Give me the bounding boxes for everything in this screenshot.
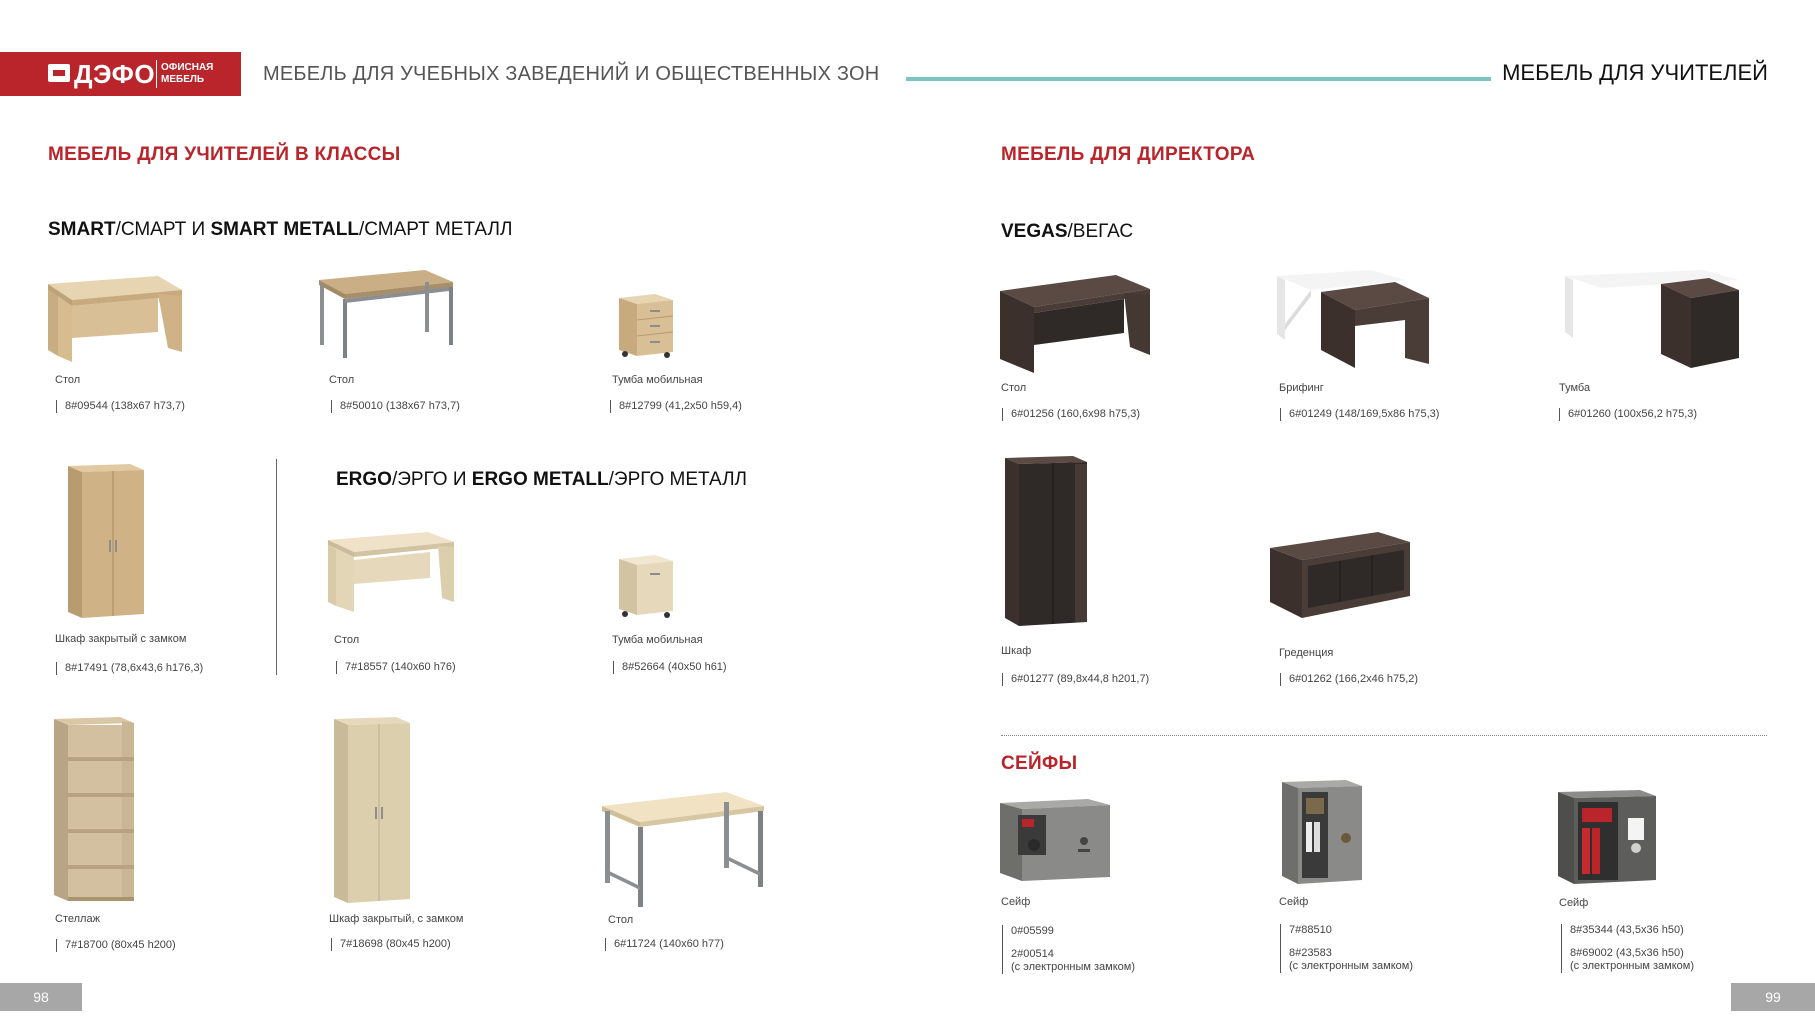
- product-caption: Греденция: [1279, 647, 1334, 659]
- product-caption: Тумба: [1559, 382, 1591, 394]
- product-caption: Стол: [55, 374, 81, 386]
- desk-ergo-metal-image: [600, 790, 770, 910]
- product-code: 6#01260 (100х56,2 h75,3): [1559, 408, 1697, 421]
- product-vegas-credenza[interactable]: [1268, 532, 1413, 622]
- product-caption: Стол: [1001, 382, 1027, 394]
- vegas-briefing-image: [1275, 270, 1435, 375]
- product-code: 7#18557 (140х60 h76): [336, 661, 456, 674]
- product-code: 8#17491 (78,6х43,6 h176,3): [56, 662, 203, 675]
- shelving-image: [50, 715, 140, 905]
- safe-code-1: 8#35344 (43,5х36 h50): [1570, 924, 1684, 936]
- product-caption: Шкаф закрытый, с замком: [329, 913, 464, 925]
- safe-code-2: 2#00514: [1011, 948, 1054, 960]
- safe-code: [1002, 925, 1135, 974]
- vegas-pedestal-image: [1563, 270, 1743, 375]
- product-desk-ergo-metall[interactable]: [600, 790, 770, 910]
- product-vegas-desk[interactable]: [998, 273, 1153, 378]
- safe-caption: Сейф: [1559, 897, 1589, 909]
- product-safe-2[interactable]: [1280, 778, 1370, 888]
- safe-2-image: [1280, 778, 1370, 888]
- safe-caption: Сейф: [1001, 896, 1031, 908]
- desk-ergo-image: [326, 528, 461, 613]
- product-desk-smart-metall[interactable]: [315, 268, 460, 358]
- product-pedestal-ergo[interactable]: [617, 553, 677, 619]
- pedestal-ergo-image: [617, 553, 677, 619]
- safe-code-2: 8#69002 (43,5х36 h50): [1570, 947, 1684, 959]
- series-vegas-bold: VEGAS: [1001, 221, 1068, 242]
- safe-1-image: [998, 797, 1113, 887]
- brand-name: ДЭФО: [74, 59, 156, 89]
- product-caption: Брифинг: [1279, 382, 1324, 394]
- header-title: МЕБЕЛЬ ДЛЯ УЧЕБНЫХ ЗАВЕДЕНИЙ И ОБЩЕСТВЕННЫХ ЗОН: [263, 63, 880, 85]
- series-title-smart: [48, 219, 512, 241]
- product-wardrobe-ergo[interactable]: [330, 715, 420, 905]
- product-desk-smart[interactable]: [40, 272, 190, 362]
- product-vegas-pedestal[interactable]: [1563, 270, 1743, 375]
- series-smart-text-1: /СМАРТ И: [115, 219, 211, 240]
- product-code: 6#11724 (140х60 h77): [605, 938, 724, 951]
- product-safe-3[interactable]: [1556, 788, 1661, 888]
- pedestal-image: [617, 292, 677, 360]
- series-vegas-text: /ВЕГАС: [1067, 221, 1134, 242]
- product-pedestal-smart[interactable]: [617, 292, 677, 360]
- product-caption: Тумба мобильная: [612, 634, 703, 646]
- safe-code-1: 0#05599: [1011, 925, 1054, 937]
- safe-code: [1561, 924, 1694, 973]
- product-caption: Шкаф закрытый с замком: [55, 633, 187, 645]
- product-wardrobe-smart[interactable]: [60, 462, 150, 622]
- vegas-credenza-image: [1268, 532, 1413, 622]
- header-right-title: МЕБЕЛЬ ДЛЯ УЧИТЕЛЕЙ: [1502, 60, 1768, 85]
- product-shelving[interactable]: [50, 715, 140, 905]
- column-divider: [276, 459, 277, 675]
- brand-divider: [156, 60, 157, 88]
- series-ergo-text-1: /ЭРГО И: [391, 469, 472, 490]
- safe-code: [1280, 924, 1413, 973]
- product-desk-ergo[interactable]: [326, 528, 461, 613]
- safe-note: (с электронным замком): [1570, 960, 1695, 972]
- series-title-ergo: [336, 469, 747, 491]
- truck-icon: [48, 64, 70, 82]
- series-smart-bold-1: SMART: [48, 219, 116, 240]
- page-number-left: 98: [0, 983, 82, 1011]
- header-accent-line: [906, 77, 1491, 81]
- safe-note: (с электронным замком): [1289, 960, 1414, 972]
- section-title-safes: СЕЙФЫ: [1001, 753, 1078, 774]
- product-code: 6#01262 (166,2х46 h75,2): [1280, 673, 1418, 686]
- section-title-teachers: МЕБЕЛЬ ДЛЯ УЧИТЕЛЕЙ В КЛАССЫ: [48, 144, 401, 165]
- product-code: 7#18700 (80х45 h200): [56, 939, 176, 952]
- product-code: 6#01277 (89,8х44,8 h201,7): [1002, 673, 1149, 686]
- brand-subtitle: ОФИСНАЯ МЕБЕЛЬ: [161, 62, 214, 85]
- vegas-desk-image: [998, 273, 1153, 378]
- product-code: 8#12799 (41,2х50 h59,4): [610, 400, 742, 413]
- safe-code-1: 7#88510: [1289, 924, 1332, 936]
- product-code: 6#01256 (160,6х98 h75,3): [1002, 408, 1140, 421]
- safe-caption: Сейф: [1279, 896, 1309, 908]
- product-caption: Стол: [334, 634, 360, 646]
- safe-code-2: 8#23583: [1289, 947, 1332, 959]
- product-caption: Стеллаж: [55, 913, 100, 925]
- brand-logo: [0, 52, 241, 96]
- product-caption: Шкаф: [1001, 645, 1032, 657]
- product-caption: Стол: [608, 914, 634, 926]
- section-title-director: МЕБЕЛЬ ДЛЯ ДИРЕКТОРА: [1001, 144, 1256, 165]
- product-safe-1[interactable]: [998, 797, 1113, 887]
- product-code: 8#52664 (40х50 h61): [613, 661, 727, 674]
- series-ergo-bold-1: ERGO: [336, 469, 392, 490]
- desk-image: [40, 272, 190, 362]
- desk-metal-image: [315, 268, 460, 358]
- vegas-wardrobe-image: [1003, 454, 1093, 629]
- product-vegas-briefing[interactable]: [1275, 270, 1435, 375]
- wardrobe-image: [60, 462, 150, 622]
- product-code: 8#50010 (138х67 h73,7): [331, 400, 460, 413]
- product-code: 6#01249 (148/169,5х86 h75,3): [1280, 408, 1439, 421]
- safe-note: (с электронным замком): [1011, 961, 1136, 973]
- series-ergo-bold-2: ERGO METALL: [471, 469, 609, 490]
- series-smart-text-2: /СМАРТ МЕТАЛЛ: [358, 219, 513, 240]
- safe-3-image: [1556, 788, 1661, 888]
- product-caption: Стол: [329, 374, 355, 386]
- product-vegas-wardrobe[interactable]: [1003, 454, 1093, 629]
- series-title-vegas: [1001, 221, 1133, 243]
- product-code: 7#18698 (80х45 h200): [331, 938, 451, 951]
- series-ergo-text-2: /ЭРГО МЕТАЛЛ: [608, 469, 748, 490]
- section-divider: [1001, 735, 1767, 736]
- page-number-right: 99: [1731, 983, 1815, 1011]
- product-code: 8#09544 (138х67 h73,7): [56, 400, 185, 413]
- wardrobe-ergo-image: [330, 715, 420, 905]
- product-caption: Тумба мобильная: [612, 374, 703, 386]
- series-smart-bold-2: SMART METALL: [210, 219, 359, 240]
